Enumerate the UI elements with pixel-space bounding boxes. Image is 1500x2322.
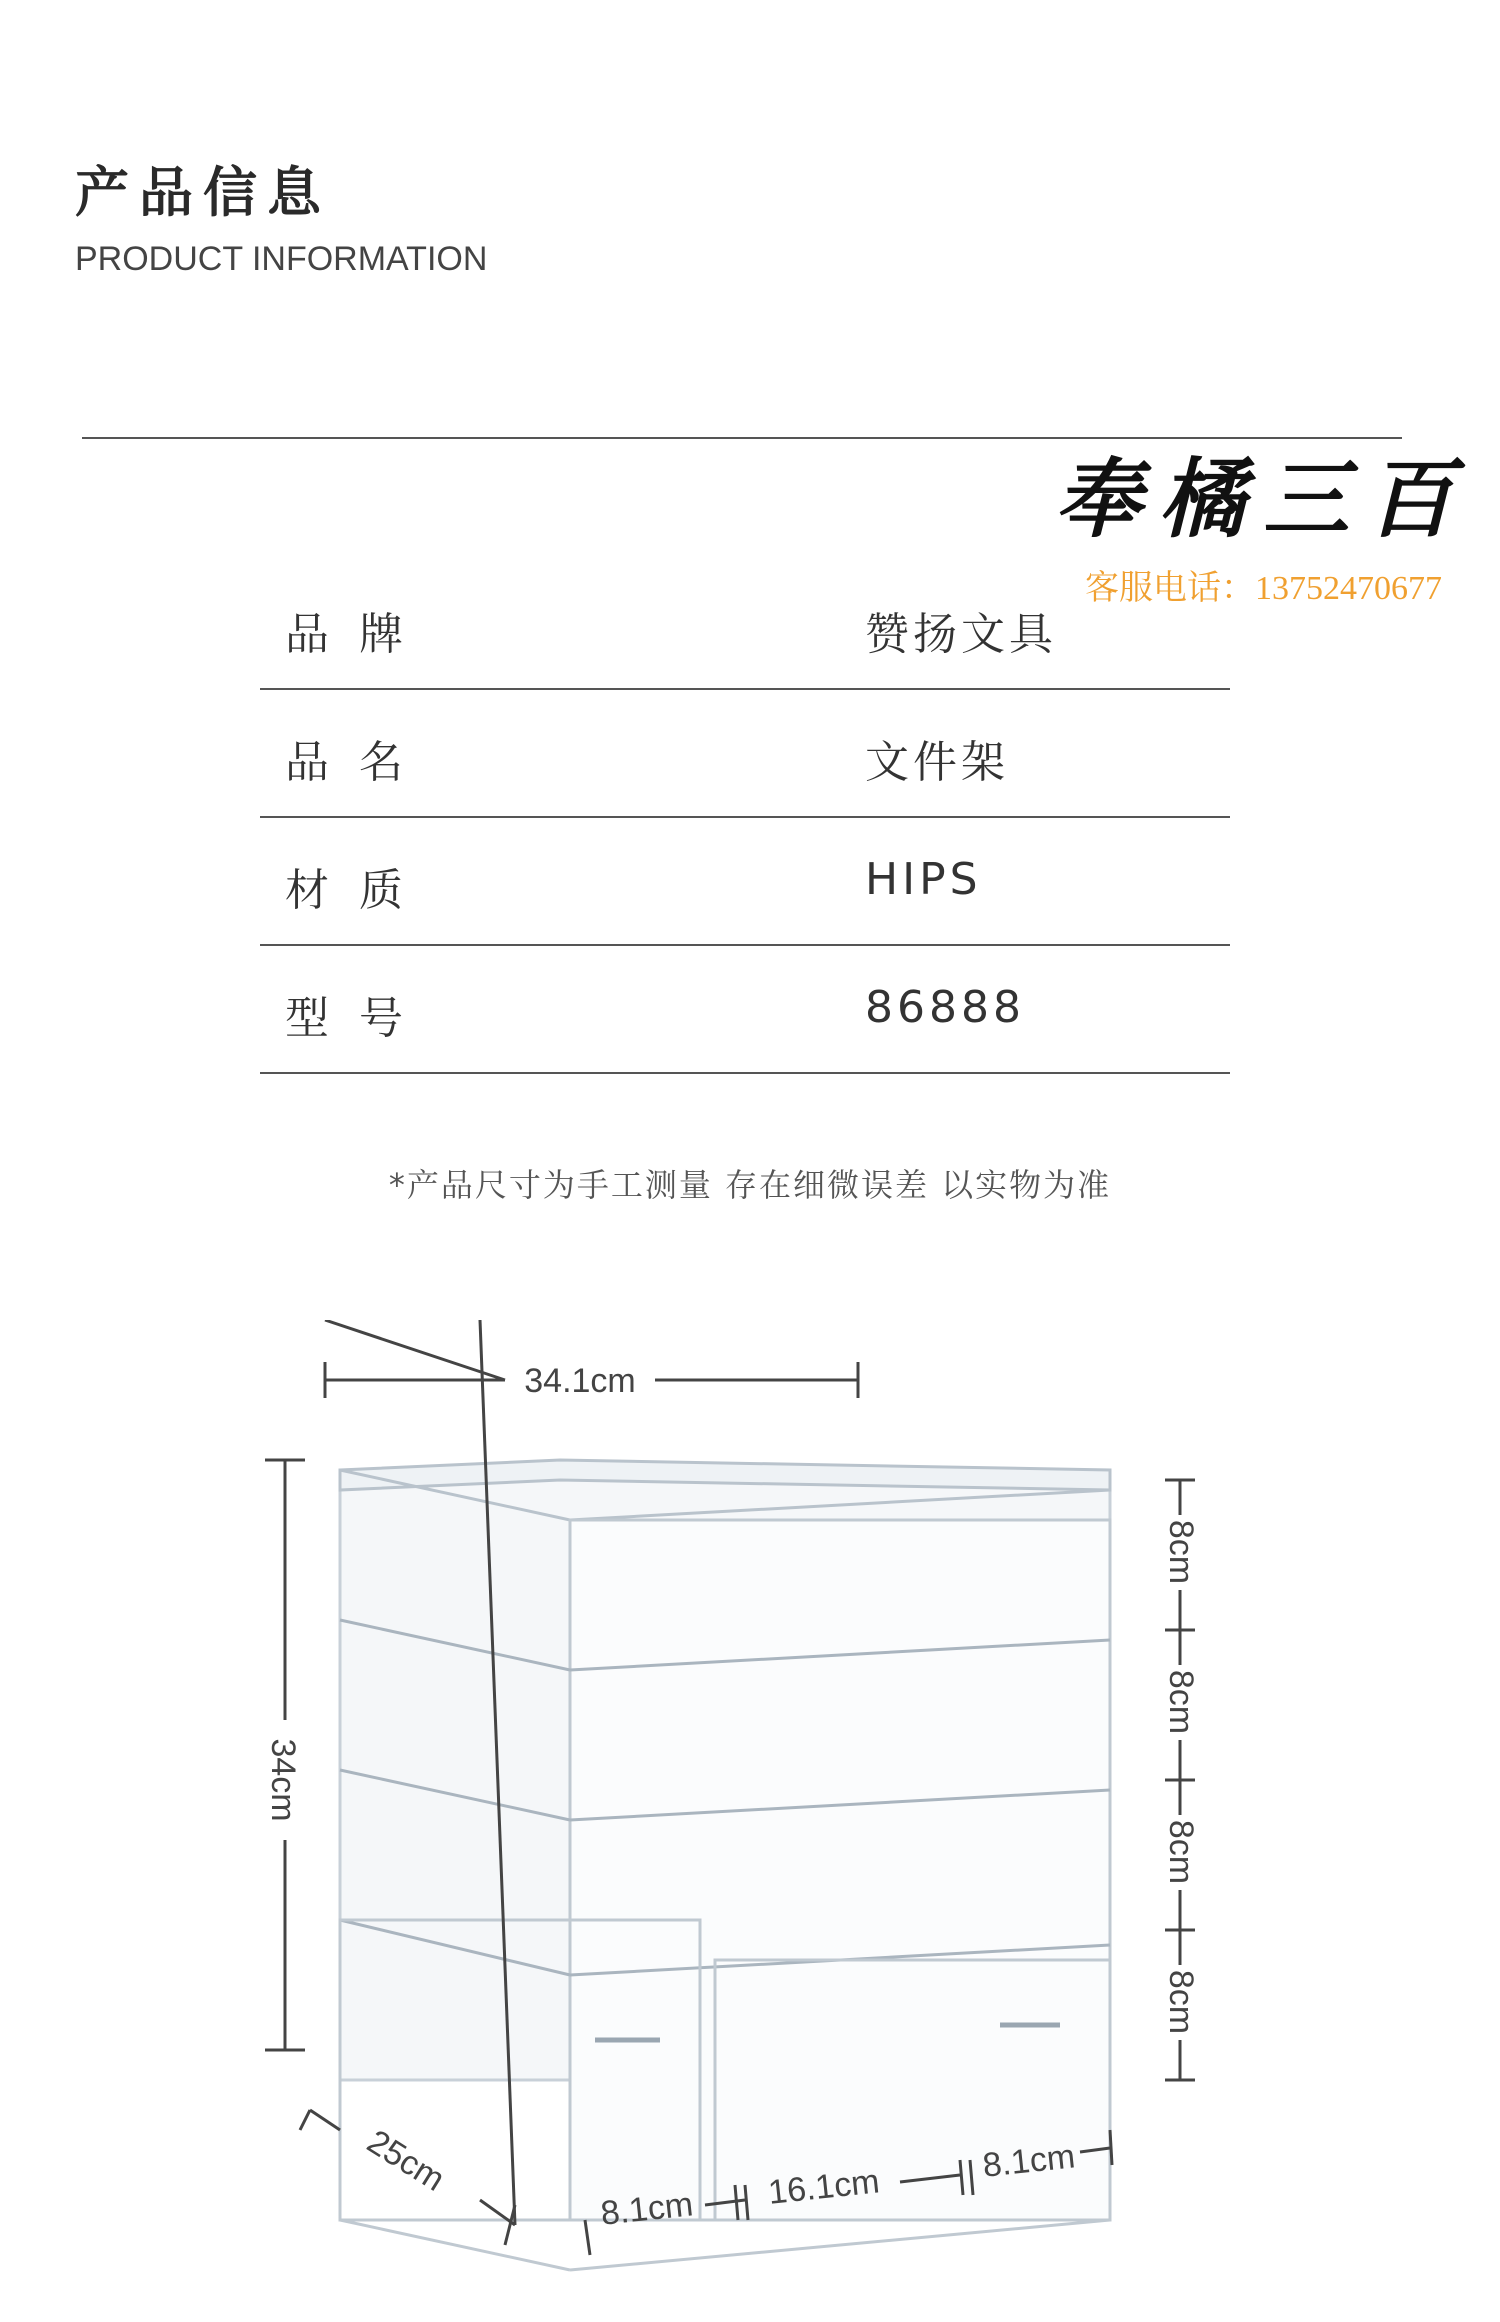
spec-row-brand — [260, 560, 1230, 690]
section-title: 产品信息 — [75, 161, 331, 224]
measurement-note: *产品尺寸为手工测量 存在细微误差 以实物为准 — [388, 1166, 1112, 1204]
height-label: 34cm — [264, 1738, 302, 1822]
tier-2-label: 8cm — [1162, 1669, 1200, 1735]
spec-row-name — [260, 688, 1230, 818]
section-subtitle: PRODUCT INFORMATION — [75, 240, 488, 278]
tier-3-label: 8cm — [1162, 1819, 1200, 1885]
drawer-right-label: 8.1cm — [980, 2137, 1077, 2185]
tier-dimensions — [1160, 1480, 1200, 2080]
spec-row-model — [260, 944, 1230, 1074]
store-name-watermark: 奉橘三百 — [1055, 449, 1471, 550]
tier-1-label: 8cm — [1162, 1519, 1200, 1585]
product-dimension-diagram — [0, 1320, 1500, 2320]
drawer-middle-label: 16.1cm — [766, 2162, 882, 2212]
spec-label: 材质 — [285, 865, 433, 916]
drawer-left-label: 8.1cm — [598, 2185, 695, 2233]
height-dimension — [264, 1460, 305, 2050]
hotline-watermark: 客服电话：13752470677 — [1085, 570, 1442, 607]
spec-label: 品名 — [285, 737, 433, 788]
spec-value: 赞扬文具 — [865, 609, 1057, 660]
spec-value: HIPS — [865, 854, 982, 905]
spec-label: 品牌 — [285, 609, 433, 660]
spec-value: 86888 — [865, 982, 1025, 1033]
spec-label: 型号 — [285, 993, 433, 1044]
width-dimension — [325, 1320, 858, 1400]
spec-value: 文件架 — [865, 737, 1009, 788]
tier-4-label: 8cm — [1162, 1969, 1200, 2035]
width-label: 34.1cm — [524, 1362, 636, 1400]
depth-label: 25cm — [360, 2122, 452, 2199]
spec-row-material — [260, 816, 1230, 946]
